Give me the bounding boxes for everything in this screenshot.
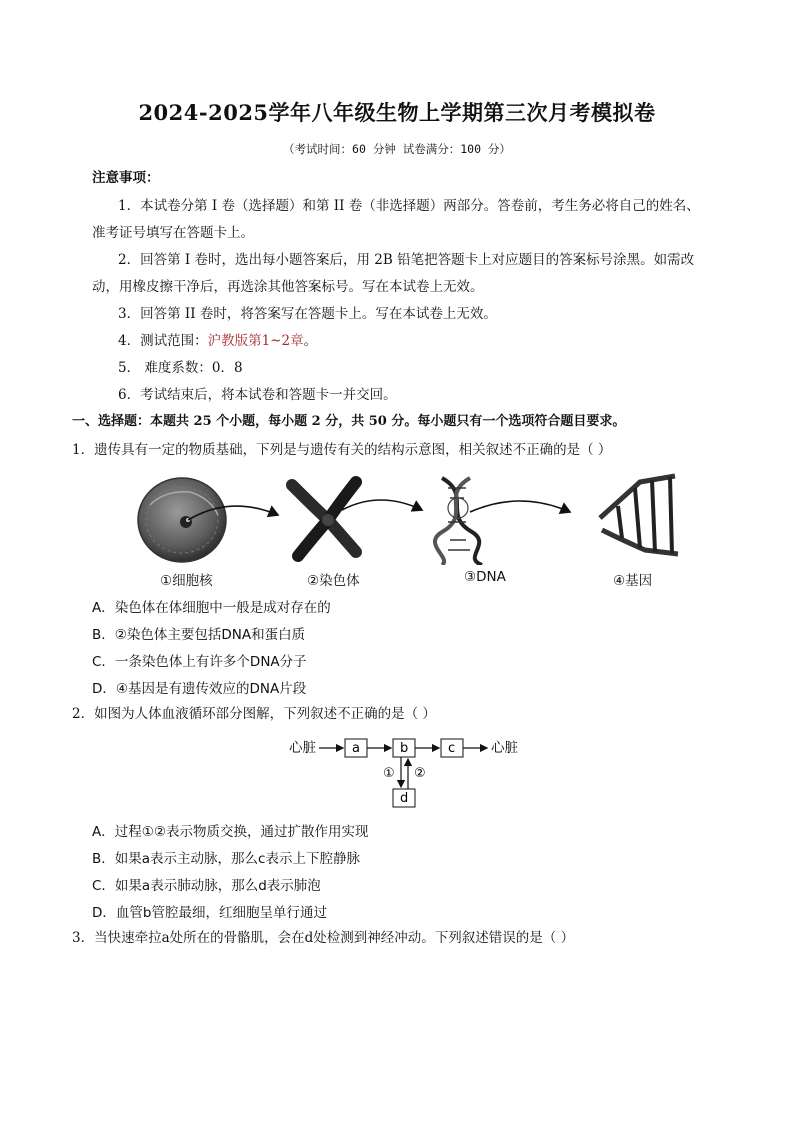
notice-item-4-suffix: 。 — [303, 333, 318, 349]
q2-option-b[interactable]: B．如果a表示主动脉，那么c表示上下腔静脉 — [92, 851, 360, 867]
notice-item-5: 5． 难度系数：0．8 — [118, 360, 243, 376]
q1-option-b[interactable]: B．②染色体主要包括DNA和蛋白质 — [92, 627, 306, 643]
notice-item-4 — [118, 331, 317, 351]
q2-heart-end: 心脏 — [491, 740, 518, 756]
chromosome-image — [292, 482, 356, 556]
test-range: 沪教版第1~2章 — [207, 333, 304, 349]
q2-circulation-diagram — [285, 735, 535, 810]
notice-item-2-line-1: 2．回答第 I 卷时，选出每小题答案后，用 2B 铅笔把答题卡上对应题目的答案标号涂黑。如需改 — [118, 252, 695, 268]
q1-option-c[interactable]: C．一条染色体上有许多个DNA分子 — [92, 654, 307, 670]
q3-stem: 3．当快速牵拉a处所在的骨骼肌，会在d处检测到神经冲动。下列叙述错误的是（ ） — [72, 930, 575, 946]
q1-label-dna: ③DNA — [464, 569, 506, 585]
cell-nucleus-image — [138, 478, 226, 562]
notice-item-2-line-2: 动，用橡皮擦干净后，再选涂其他答案标号。写在本试卷上无效。 — [92, 279, 484, 295]
process-1-label: ① — [383, 766, 395, 781]
q2-stem: 2．如图为人体血液循环部分图解，下列叙述不正确的是（ ） — [72, 706, 436, 722]
notice-item-4-prefix: 4．测试范围： — [118, 333, 208, 349]
notice-item-1-line-1: 1．本试卷分第 I 卷（选择题）和第 II 卷（非选择题）两部分。答卷前，考生务必将自己的姓名、 — [118, 198, 700, 214]
notice-heading: 注意事项： — [92, 170, 160, 186]
q1-option-d[interactable]: D．④基因是有遗传效应的DNA片段 — [92, 681, 307, 697]
q1-label-chromosome: ②染色体 — [307, 573, 360, 589]
box-d-label: d — [400, 791, 409, 806]
box-a-label: a — [352, 741, 360, 756]
process-2-label: ② — [414, 766, 426, 781]
exam-subtitle: （考试时间：60 分钟 试卷满分：100 分） — [283, 142, 511, 156]
q1-option-a[interactable]: A．染色体在体细胞中一般是成对存在的 — [92, 600, 331, 616]
exam-title: 2024-2025学年八年级生物上学期第三次月考模拟卷 — [138, 100, 656, 125]
q1-label-nucleus: ①细胞核 — [160, 573, 213, 589]
gene-image — [600, 476, 678, 554]
section-1-heading: 一、选择题：本题共 25 个小题，每小题 2 分，共 50 分。每小题只有一个选项符合题目要求。 — [72, 414, 626, 429]
q2-heart-start: 心脏 — [289, 740, 316, 756]
notice-item-6: 6．考试结束后，将本试卷和答题卡一并交回。 — [118, 387, 397, 403]
q2-option-a[interactable]: A．过程①②表示物质交换，通过扩散作用实现 — [92, 824, 369, 840]
q1-figure — [130, 470, 690, 565]
notice-item-1-line-2: 准考证号填写在答题卡上。 — [92, 225, 254, 241]
q2-option-d[interactable]: D．血管b管腔最细，红细胞呈单行通过 — [92, 905, 327, 921]
box-b-label: b — [400, 741, 409, 756]
notice-item-3: 3．回答第 II 卷时，将答案写在答题卡上。写在本试卷上无效。 — [118, 306, 497, 322]
q2-option-c[interactable]: C．如果a表示肺动脉，那么d表示肺泡 — [92, 878, 321, 894]
box-c-label: c — [448, 741, 456, 756]
arrow-2 — [342, 500, 422, 510]
dna-helix-image — [435, 478, 482, 565]
q1-stem: 1．遗传具有一定的物质基础，下列是与遗传有关的结构示意图，相关叙述不正确的是（ ） — [72, 442, 612, 458]
arrow-3 — [470, 501, 570, 512]
q1-label-gene: ④基因 — [613, 573, 653, 589]
